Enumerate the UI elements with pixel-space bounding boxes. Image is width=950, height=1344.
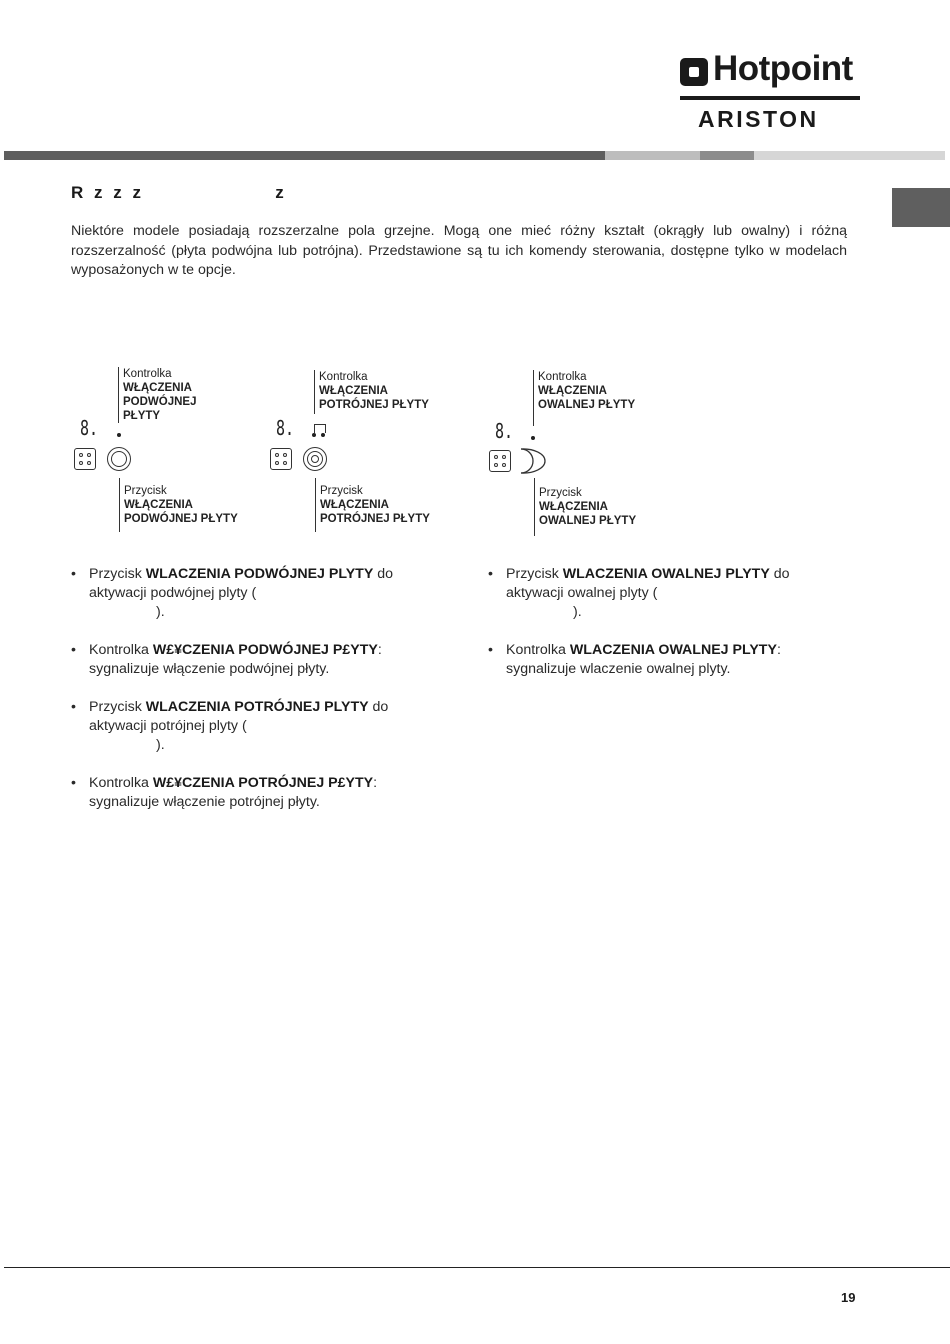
bullet-triple-button: • Przycisk WLACZENIA POTRÓJNEJ PLYTY do aktywacji potrójnej plyty ( ). — [71, 699, 389, 753]
oval-indicator-led — [531, 436, 535, 440]
oval-indicator-label: Kontrolka WŁĄCZENIA OWALNEJ PŁYTY — [533, 370, 635, 426]
double-zone-button-icon[interactable] — [107, 447, 131, 471]
bullet-double-indicator: • Kontrolka W£¥CZENIA PODWÓJNEJ P£YTY: sygnalizuje włączenie podwójnej płyty. — [71, 642, 382, 677]
header-bar-pale — [754, 151, 945, 160]
page-number: 19 — [841, 1290, 856, 1305]
oval-display-digit: 8. — [495, 419, 514, 443]
double-button-label: Przycisk WŁĄCZENIA PODWÓJNEJ PŁYTY — [119, 478, 238, 532]
bullet-oval-indicator: • Kontrolka WLACZENIA OWALNEJ PLYTY: sygnalizuje wlaczenie owalnej plyty. — [488, 642, 781, 677]
double-indicator-label: Kontrolka WŁĄCZENIA PODWÓJNEJ PŁYTY — [118, 367, 197, 423]
footer-divider — [4, 1267, 950, 1268]
logo-brand-name: Hotpoint — [713, 49, 853, 88]
section-title: R z z z z — [71, 183, 287, 202]
triple-button-label: Przycisk WŁĄCZENIA POTRÓJNEJ PŁYTY — [315, 478, 430, 532]
section-intro: Niektóre modele posiadają rozszerzalne pola grzejne. Mogą one mieć różny kształt (okrągły lub owalny) i różną rozszerzalność (płyta podwójna lub potrójna). Przedstawione są tu ich komendy sterowania, dostępne tylko w modelach wyposażonych w te opcje. — [71, 223, 847, 278]
oval-button-label: Przycisk WŁĄCZENIA OWALNEJ PŁYTY — [534, 478, 636, 536]
bullet-double-button: • Przycisk WLACZENIA PODWÓJNEJ PLYTY do aktywacji podwójnej plyty ( ). — [71, 566, 394, 620]
hotpoint-ariston-logo — [680, 49, 860, 132]
section-tab — [892, 188, 950, 227]
double-indicator-led — [117, 433, 121, 437]
oval-zone-button-icon[interactable] — [518, 447, 548, 475]
triple-indicator-led-1 — [312, 433, 316, 437]
logo-sub-name: ARISTON — [698, 106, 819, 132]
triple-indicator-led-2 — [321, 433, 325, 437]
triple-hob-control-icon — [270, 448, 292, 470]
bullet-oval-button: • Przycisk WLACZENIA OWALNEJ PLYTY do aktywacji owalnej plyty ( ). — [488, 566, 790, 620]
double-display-digit: 8. — [80, 416, 99, 440]
bullet-triple-indicator: • Kontrolka W£¥CZENIA POTRÓJNEJ P£YTY: sygnalizuje włączenie potrójnej płyty. — [71, 775, 378, 810]
triple-display-digit: 8. — [276, 416, 295, 440]
double-hob-control-icon — [74, 448, 96, 470]
header-bar-dark — [4, 151, 605, 160]
triple-zone-button-icon[interactable] — [303, 447, 327, 471]
logo-square-icon — [680, 58, 708, 86]
oval-hob-control-icon — [489, 450, 511, 472]
logo-divider — [680, 96, 860, 100]
triple-indicator-label: Kontrolka WŁĄCZENIA POTRÓJNEJ PŁYTY — [314, 370, 429, 414]
header-bar-mid — [700, 151, 754, 160]
triple-indicator-bracket — [314, 424, 326, 433]
header-bar-light — [605, 151, 700, 160]
